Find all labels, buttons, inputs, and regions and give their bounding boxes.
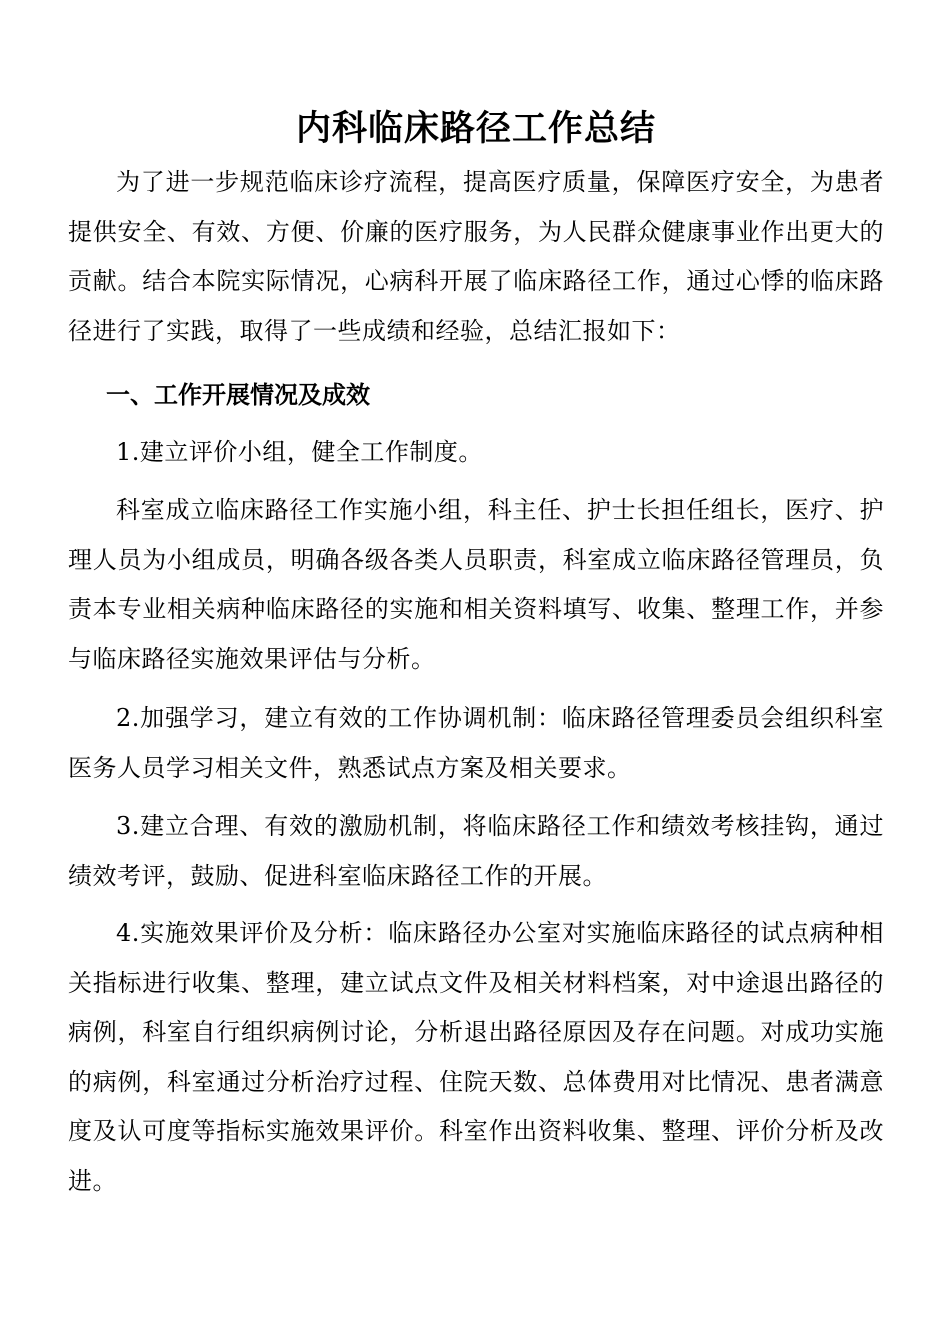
section-heading: 一、工作开展情况及成效 [106,381,370,409]
document-title: 内科临床路径工作总结 [295,109,656,149]
item-4-paragraph: 4.实施效果评价及分析：临床路径办公室对实施临床路径的试点病种相关指标进行收集、整理，建立试点文件及相关材料档案，对中途退出路径的病例，科室自行组织病例讨论，分析退出路径原因及存在问题。对成功实施的病例，科室通过分析治疗过程、住院天数、总体费用对比情况、患者满意度及认可度等指标实施效果评价。科室作出资料收集、整理、评价分析及改进。 [68,919,884,1195]
item-1-body: 科室成立临床路径工作实施小组，科主任、护士长担任组长，医疗、护理人员为小组成员，明确各级各类人员职责，科室成立临床路径管理员，负责本专业相关病种临床路径的实施和相关资料填写、收集、整理工作，并参与临床路径实施效果评估与分析。 [68,496,884,673]
intro-paragraph: 为了进一步规范临床诊疗流程，提高医疗质量，保障医疗安全，为患者提供安全、有效、方便、价廉的医疗服务，为人民群众健康事业作出更大的贡献。结合本院实际情况，心病科开展了临床路径工作，通过心悸的临床路径进行了实践，取得了一些成绩和经验，总结汇报如下： [68,168,884,345]
item-1-title: 1.建立评价小组，健全工作制度。 [116,438,483,466]
item-3-paragraph: 3.建立合理、有效的激励机制，将临床路径工作和绩效考核挂钩，通过绩效考评，鼓励、促进科室临床路径工作的开展。 [68,812,884,890]
item-2-paragraph: 2.加强学习，建立有效的工作协调机制：临床路径管理委员会组织科室医务人员学习相关文件，熟悉试点方案及相关要求。 [68,704,884,782]
